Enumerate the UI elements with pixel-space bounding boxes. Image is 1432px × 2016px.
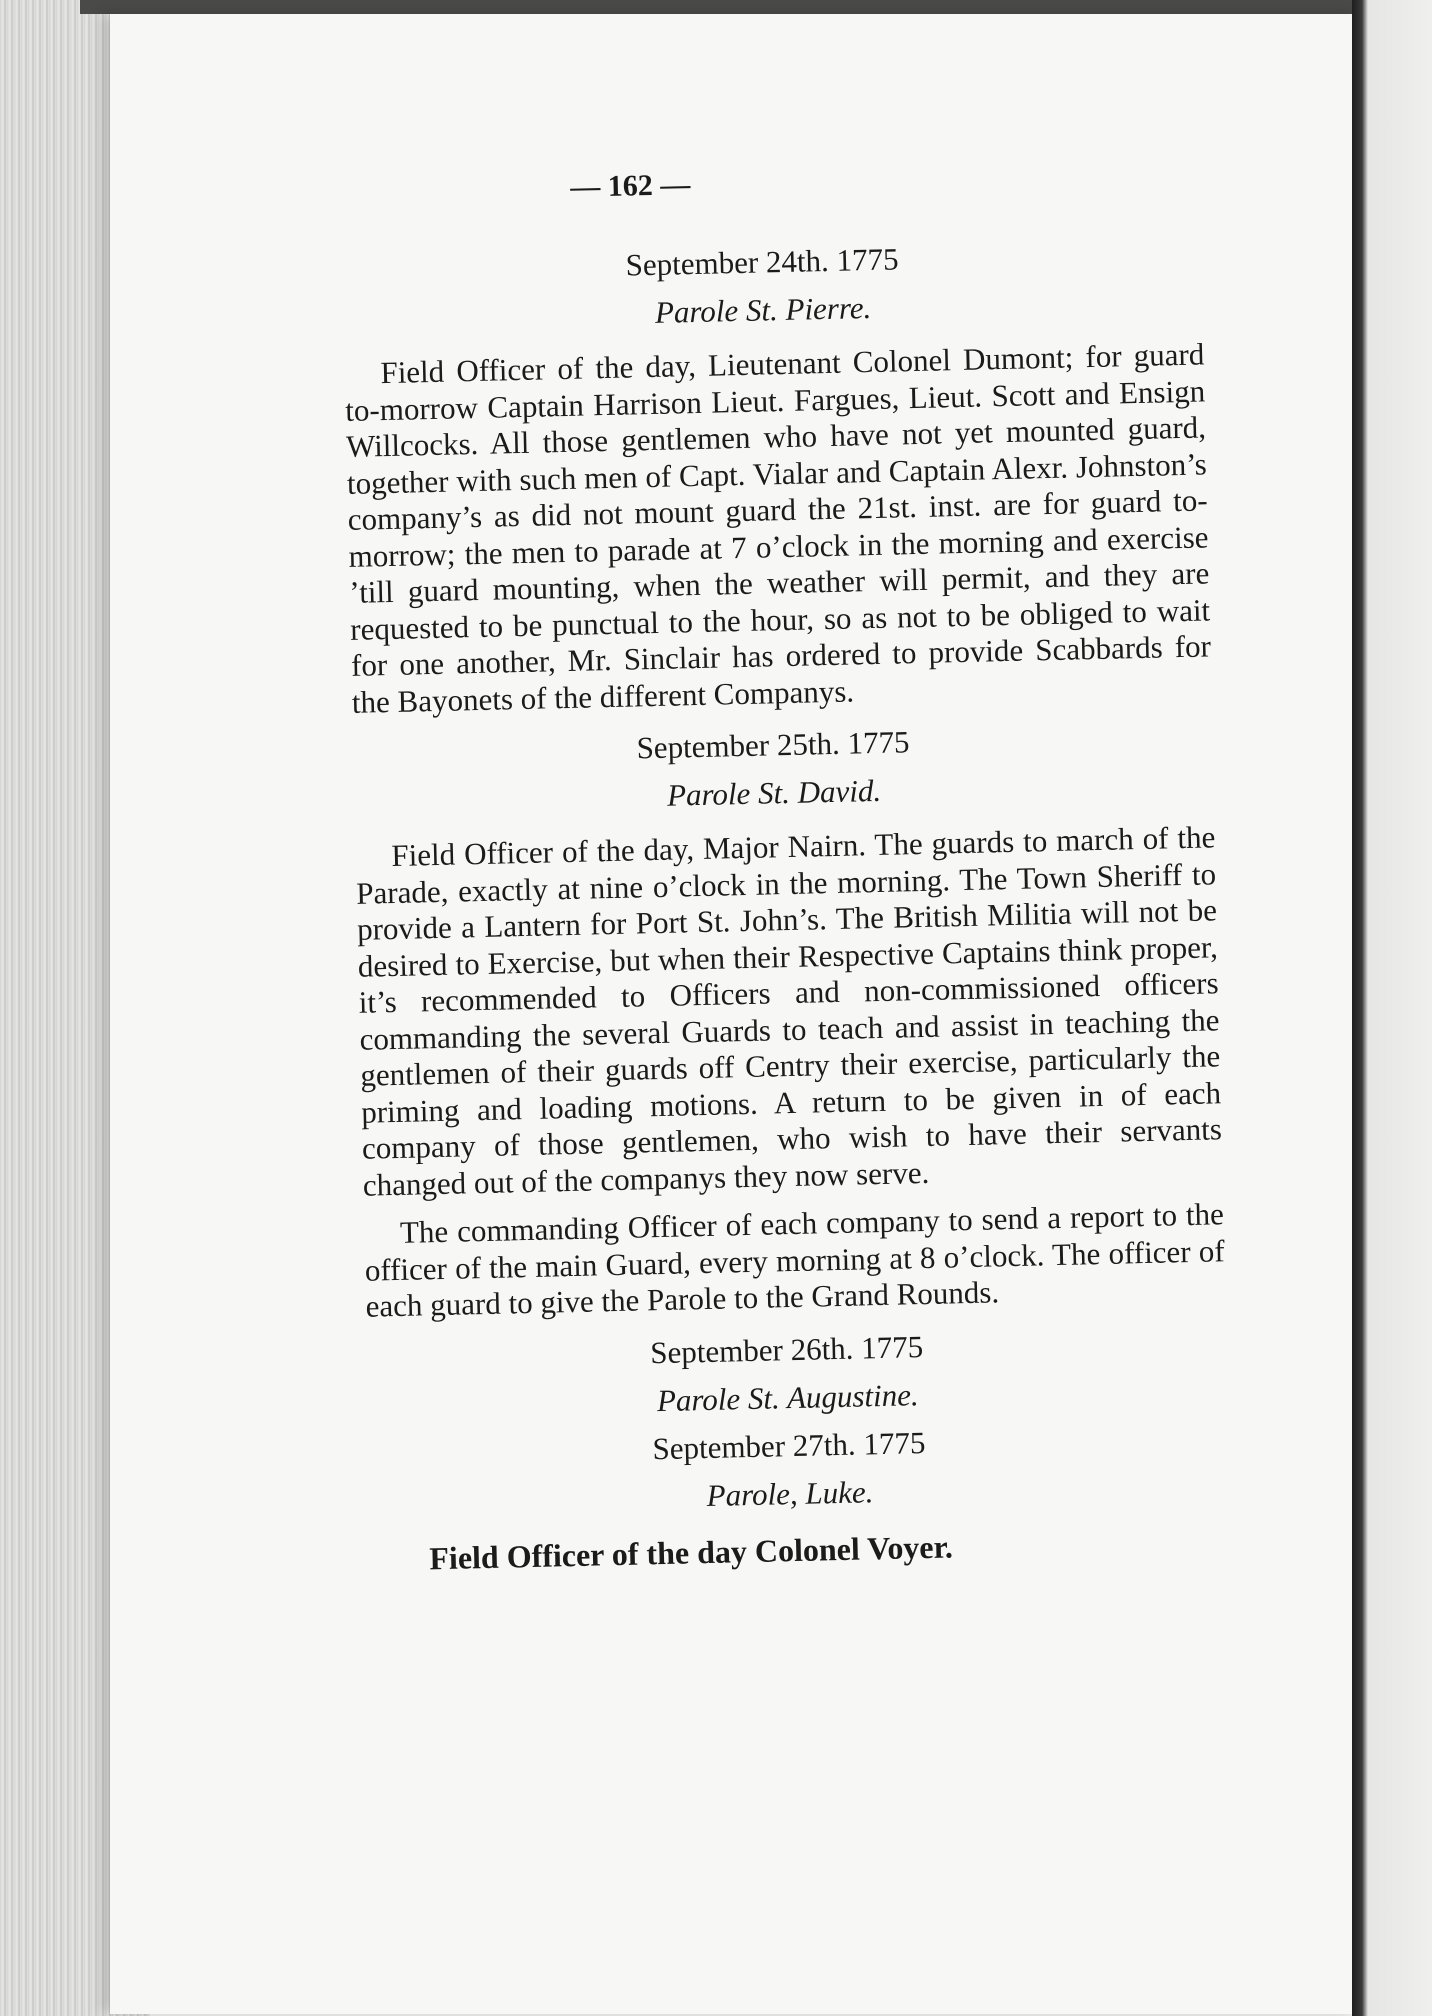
page-top-edge (80, 0, 1380, 14)
entry-date: September 27th. 1775 (652, 1424, 926, 1466)
entry-paragraph: Field Officer of the day, Lieutenant Colonel Dumont; for guard to-morrow Captain Harrison Lieut. Fargues, Lieut. Scott and Ensign Willcocks. All those gentlemen who have not yet mounted guard, together with such men of Capt. Vialar and Captain Alexr. Johnston’s company’s as did not mount guard the 21st. inst. are for guard to-morrow; the men to parade at 7 o’clock in the morning and exercise ’till guard mounting, when the weather will permit, and they are requested to be punctual to the hour, so as not to be obliged to wait for one another, Mr. Sinclair has ordered to provide Scabbards for the Bayonets of the different Companys. (344, 336, 1212, 720)
entry-paragraph: The commanding Officer of each company to send a report to the officer of the main Guard, every morning at 8 o’clock. The officer of each guard to give the Parole to the Grand Rounds. (364, 1196, 1225, 1324)
closing-line: Field Officer of the day Colonel Voyer. (428, 1527, 954, 1576)
page-number: — 162 — (569, 168, 691, 204)
entry-parole: Parole St. Augustine. (656, 1376, 920, 1418)
entry-date: September 25th. 1775 (636, 724, 910, 766)
page-content (340, 156, 1272, 1579)
entry-parole: Parole, Luke. (706, 1473, 874, 1513)
entry-parole: Parole St. David. (666, 772, 882, 813)
book-spine (1352, 0, 1432, 2016)
entry-date: September 24th. 1775 (625, 241, 899, 283)
entry-parole: Parole St. Pierre. (654, 289, 872, 330)
entry-date: September 26th. 1775 (649, 1328, 924, 1370)
entry-paragraph: Field Officer of the day, Major Nairn. The guards to march of the Parade, exactly at nine o’clock in the morning. The Town Sheriff to provide a Lantern for Port St. John’s. The British Militia will not be desired to Exercise, but when their Respective Captains think proper, it’s recommended to Officers and non-commissioned officers commanding the several Guards to teach and assist in teaching the gentlemen of their guards off Centry their exercise, particularly the priming and loading motions. A return to be given in of each company of those gentlemen, who wish to have their servants changed out of the companys they now serve. (355, 819, 1223, 1203)
